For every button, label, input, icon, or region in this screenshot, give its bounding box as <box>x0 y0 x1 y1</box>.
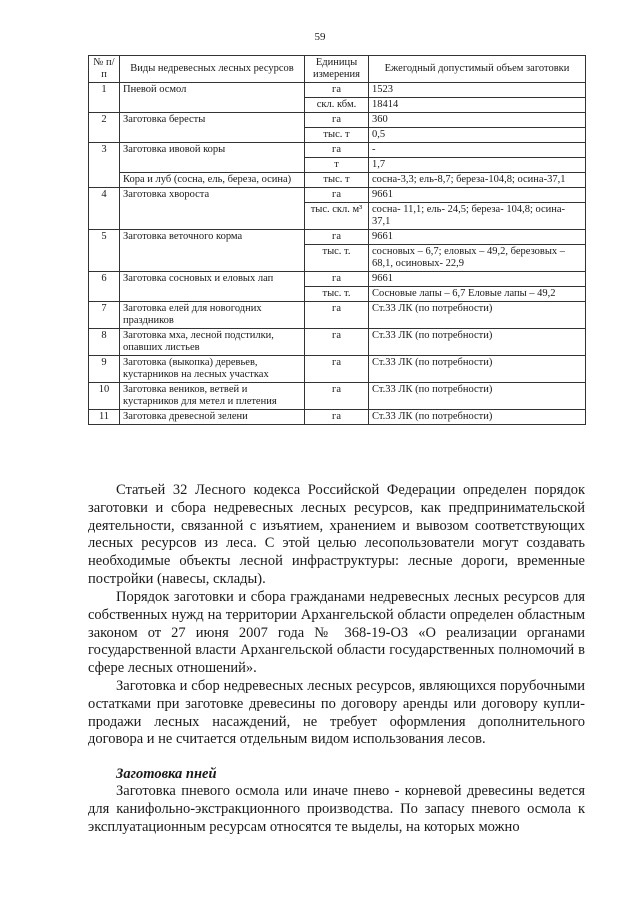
cell-kind: Заготовка мха, лесной подстилки, опавших листьев <box>120 329 305 356</box>
paragraph-4: Заготовка пневого осмола или иначе пнево - корневой древесины ведется для канифольно-экстракционного производства. По запасу пневого осмола к эксплуатационным ресурсам относятся те выделы, на которых можно <box>88 783 585 835</box>
cell-volume: 9661 <box>369 188 586 203</box>
cell-unit: тыс. скл. м³ <box>305 203 369 230</box>
table-row <box>89 356 586 383</box>
table-row <box>89 188 586 203</box>
cell-volume: Ст.33 ЛК (по потребности) <box>369 383 586 410</box>
cell-volume: сосновых – 6,7; еловых – 49,2, березовых – 68,1, осиновых- 22,9 <box>369 245 586 272</box>
cell-volume: 0,5 <box>369 128 586 143</box>
cell-volume: 18414 <box>369 98 586 113</box>
cell-volume: сосна- 11,1; ель- 24,5; береза- 104,8; осина- 37,1 <box>369 203 586 230</box>
cell-volume: Ст.33 ЛК (по потребности) <box>369 302 586 329</box>
header-volume: Ежегодный допустимый объем заготовки <box>369 56 586 83</box>
table-row <box>89 113 586 128</box>
cell-volume: 1,7 <box>369 158 586 173</box>
cell-num: 6 <box>89 272 120 302</box>
cell-kind: Заготовка елей для новогодних праздников <box>120 302 305 329</box>
cell-kind: Заготовка веников, ветвей и кустарников для метел и плетения <box>120 383 305 410</box>
cell-unit: га <box>305 329 369 356</box>
cell-volume: Ст.33 ЛК (по потребности) <box>369 329 586 356</box>
cell-volume: Ст.33 ЛК (по потребности) <box>369 410 586 425</box>
cell-unit: тыс. т <box>305 173 369 188</box>
cell-num: 1 <box>89 83 120 113</box>
table-row <box>89 383 586 410</box>
cell-unit: тыс. т <box>305 128 369 143</box>
cell-unit: га <box>305 302 369 329</box>
table-row <box>89 173 586 188</box>
cell-unit: га <box>305 230 369 245</box>
cell-kind: Кора и луб (сосна, ель, береза, осина) <box>120 173 305 188</box>
table-row <box>89 329 586 356</box>
paragraph-3: Заготовка и сбор недревесных лесных ресурсов, являющихся порубочными остатками при заготовке древесины по договору аренды или договору купли-продажи лесных насаждений, не требует оформления дополнительного договора и не считается отдельным видом использования лесов. <box>88 678 585 748</box>
cell-unit: га <box>305 143 369 158</box>
cell-unit: тыс. т. <box>305 245 369 272</box>
cell-kind: Заготовка ивовой коры <box>120 143 305 173</box>
cell-volume: 360 <box>369 113 586 128</box>
table-row <box>89 230 586 245</box>
table-row <box>89 272 586 287</box>
section-heading: Заготовка пней <box>116 766 217 782</box>
cell-unit: тыс. т. <box>305 287 369 302</box>
cell-unit: га <box>305 383 369 410</box>
cell-volume: Ст.33 ЛК (по потребности) <box>369 356 586 383</box>
cell-kind: Пневой осмол <box>120 83 305 113</box>
cell-num: 7 <box>89 302 120 329</box>
cell-unit: га <box>305 410 369 425</box>
cell-volume: Сосновые лапы – 6,7 Еловые лапы – 49,2 <box>369 287 586 302</box>
cell-unit: скл. кбм. <box>305 98 369 113</box>
table-row <box>89 302 586 329</box>
header-num: № п/п <box>89 56 120 83</box>
table-row <box>89 83 586 98</box>
paragraph-2: Порядок заготовки и сбора гражданами недревесных лесных ресурсов для собственных нужд на территории Архангельской области определен областным законом от 27 июня 2007 года № 368-19-ОЗ «О реализации органами государственной власти Архангельской области государственных полномочий в сфере лесных отношений». <box>88 589 585 677</box>
resources-table <box>88 55 586 425</box>
page-number: 59 <box>314 31 326 43</box>
cell-num: 4 <box>89 188 120 230</box>
cell-unit: га <box>305 188 369 203</box>
cell-num: 5 <box>89 230 120 272</box>
cell-num: 8 <box>89 329 120 356</box>
cell-kind: Заготовка древесной зелени <box>120 410 305 425</box>
table-row <box>89 143 586 158</box>
cell-num: 10 <box>89 383 120 410</box>
paragraph-1: Статьей 32 Лесного кодекса Российской Федерации определен порядок заготовки и сбора недревесных лесных ресурсов, как предпринимательской деятельности, связанной с изъятием, хранением и вывозом соответствующих лесных ресурсов из леса. С этой целью лесопользователи могут создавать необходимые объекты лесной инфраструктуры: лесные дороги, временные постройки (навесы, склады). <box>88 482 585 587</box>
cell-volume: 9661 <box>369 230 586 245</box>
cell-volume: - <box>369 143 586 158</box>
cell-volume: сосна-3,3; ель-8,7; береза-104,8; осина-37,1 <box>369 173 586 188</box>
cell-unit: т <box>305 158 369 173</box>
cell-num: 3 <box>89 143 120 188</box>
header-unit: Единицы измерения <box>305 56 369 83</box>
header-kind: Виды недревесных лесных ресурсов <box>120 56 305 83</box>
cell-volume: 1523 <box>369 83 586 98</box>
cell-kind: Заготовка бересты <box>120 113 305 143</box>
cell-num: 2 <box>89 113 120 143</box>
cell-unit: га <box>305 83 369 98</box>
cell-unit: га <box>305 356 369 383</box>
cell-kind: Заготовка сосновых и еловых лап <box>120 272 305 302</box>
cell-unit: га <box>305 113 369 128</box>
table-header-row <box>89 56 586 83</box>
cell-num: 9 <box>89 356 120 383</box>
cell-unit: га <box>305 272 369 287</box>
cell-kind: Заготовка веточного корма <box>120 230 305 272</box>
cell-volume: 9661 <box>369 272 586 287</box>
table-body <box>89 83 586 425</box>
cell-kind: Заготовка (выкопка) деревьев, кустарников на лесных участках <box>120 356 305 383</box>
cell-kind: Заготовка хвороста <box>120 188 305 230</box>
table-row <box>89 410 586 425</box>
cell-num: 11 <box>89 410 120 425</box>
